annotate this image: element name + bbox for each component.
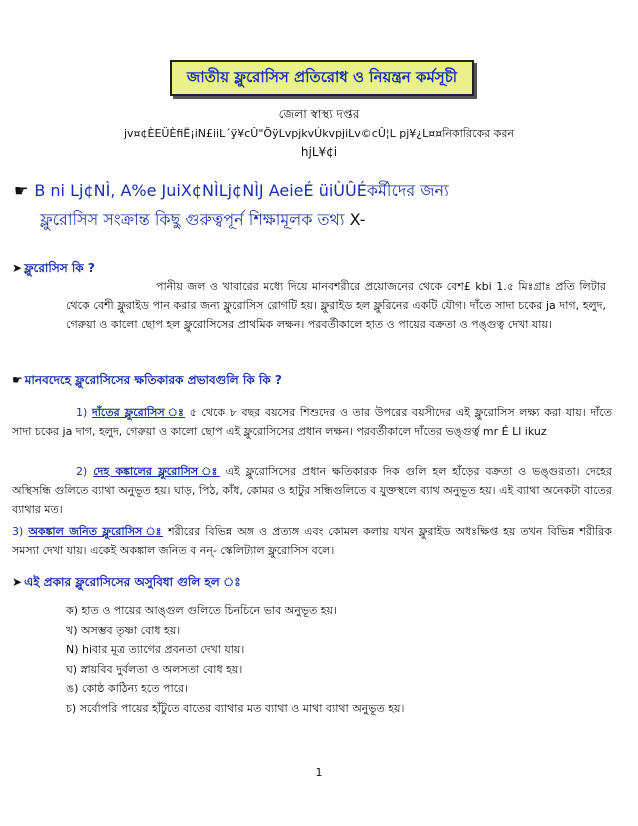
nonskeletal-fluorosis-label: অকঙ্কাল জনিত ফ্লুরোসিস ঃ [28, 525, 164, 538]
topic-heading-text: ফ্লুরোসিস সংক্রান্ত কিছু গুরুত্বপূর্ন শিক্ষামূলক তথ্য [40, 210, 345, 229]
dental-fluorosis-label: দাঁতের ফ্লুরোসিস ঃ [91, 406, 185, 419]
audience-heading-text: B ni Lj¢NÌ, A%e JuiX¢NÌLj¢NÌJ AeieÉ üiÙÛÉকর্মীদের জন্য [34, 181, 449, 200]
section-heading-effects-text: মানবদেহে ফ্লুরোসিসের ক্ষতিকারক প্রভাবগুলি কি কি ? [24, 373, 282, 387]
paragraph-nonskeletal [12, 522, 612, 560]
topic-heading-end: X- [349, 210, 366, 229]
list-item: ঘ) স্নায়বিব দুর্বলতা ও অলসতা বোধ হয়। [66, 662, 243, 676]
subtitle-line-1: জেলা স্বাস্থ্য দপ্তর [278, 107, 360, 121]
skeletal-fluorosis-label: দেহ কঙ্কালের ফ্লুরোসিস ঃ [93, 465, 220, 478]
pointing-hand-icon: ☛ [14, 181, 29, 200]
title-banner [170, 60, 474, 96]
list-item: ক) হাত ও পায়ের আঙ্গুল গুলিতে চিনচিনে ভাব অনুভূত হয়। [66, 604, 337, 617]
item-number: 2) [76, 465, 88, 478]
topic-heading [40, 205, 638, 235]
skeletal-fluorosis-text: এই ফ্লুরোসিসের প্রধান ক্ষতিকারক দিক গুলি হল হাঁড়ের বক্রতা ও ভঙ্গুরতা। দেহের অস্থিসন্ধি গুলিতে ব্যাথা অনুভূত হয়। ঘাড়, পিঠ, কাঁধ, কোমর ও হাটুর সন্ধিগুলিতে ব যুক্তস্থলে ব্যাথ অনুভূত হয়। এই ব্যাথা অনেকটা বাতের ব্যাথার মত। [12, 465, 612, 516]
symptoms-list [66, 601, 606, 718]
subtitle-line-3: hjL¥¢i [300, 145, 338, 159]
section-heading-symptoms [12, 574, 241, 594]
pointing-hand-icon: ☛ [12, 373, 23, 387]
list-item: N) hiবার মূত্র ত্যাগের প্রবনতা দেখা যায়। [66, 643, 245, 656]
dental-fluorosis-text: ৫ থেকে ৮ বছর বয়সের শিশুদের ও তার উপরের বয়সীদের এই ফ্লুরোসিস লক্ষ্য করা যায়। দাঁতে সাদা চকের ja দাগ, হলুদ, গেরুয়া ও কালো ছোপ এই ফ্লুরোসিসের প্রধান লক্ষন। পরবর্তীকালে দাঁতের ভঙ্গুর্ত্ব mr É Ll ikuz [12, 406, 612, 438]
section-heading-symptoms-text: এই প্রকার ফ্লুরোসিসের অসুবিধা গুলি হল ঃ [24, 575, 241, 589]
subtitle-line-2: jv¤¢ÈEÜÈfiË¡iN£iiL´ÿ¥cÛ"ÕÿLvpjkvÚkvpjiLv©cÛ¦L pj¥¿L¤¤নিকারিকের করন [123, 127, 515, 140]
paragraph-dental [12, 403, 612, 441]
list-item: ঙ) কোষ্ঠ কাঠিন্য হতে পারে। [66, 682, 189, 695]
item-number: 1) [76, 406, 88, 419]
list-item: খ) অসম্ভব তৃষ্ণা বোধ হয়। [66, 623, 181, 637]
item-number: 3) [12, 525, 24, 538]
page-number: 1 [315, 766, 323, 779]
arrow-bullet-icon: ➤ [12, 575, 23, 589]
section-heading-what-text: ফ্লুরোসিস কি ? [24, 261, 95, 275]
paragraph-what: পানীয় জল ও খাবারের মধ্যে দিয়ে মানবশরীরে প্রয়োজনের থেকে বেশ£ kbi 1.৫ মিঃগ্রাঃ প্রতি লিটার থেকে বেশী ফ্লুরাইড পান করার জন্য ফ্লুরোসিস রোগটি হয়। ফ্লুরাইড হল ফ্লুরিনের একটি যৌগ। দাঁতে সাদা চকের ja দাগ, হলুদ, গেরুয়া ও কালো ছোপ হল ফ্লুরোসিসের প্রাথমিক লক্ষন। পরবর্তীকালে হাত ও পায়ের বক্রতা ও পঙ্গুত্ব দেখা যায়। [66, 280, 606, 331]
arrow-bullet-icon: ➤ [12, 261, 23, 275]
nonskeletal-fluorosis-text: শরীরের বিভিন্ন অঙ্গ ও প্রত্যঙ্গ এবং কোমল কলায় যখন ফ্লুরাইড অধঃক্ষিপ্ত হয় তখন বিভিন্ন শরীরিক সমস্যা দেখা যায়। একেই অকঙ্কাল জনিত ব নন্- স্কেলিট্যাল ফ্লুরোসিস বলে। [12, 525, 612, 557]
list-item: চ) সর্বোপরি পায়ের হাঁটুতে বাতের ব্যাথার মত ব্যাথা ও মাথা ব্যাথা অনুভূত হয়। [66, 701, 405, 715]
paragraph-skeletal [12, 462, 612, 519]
audience-heading [14, 176, 614, 206]
document-title: জাতীয় ফ্লুরোসিস প্রতিরোধ ও নিয়ন্ত্রন কর্মসূচী [186, 67, 458, 86]
section-heading-effects [12, 372, 282, 392]
